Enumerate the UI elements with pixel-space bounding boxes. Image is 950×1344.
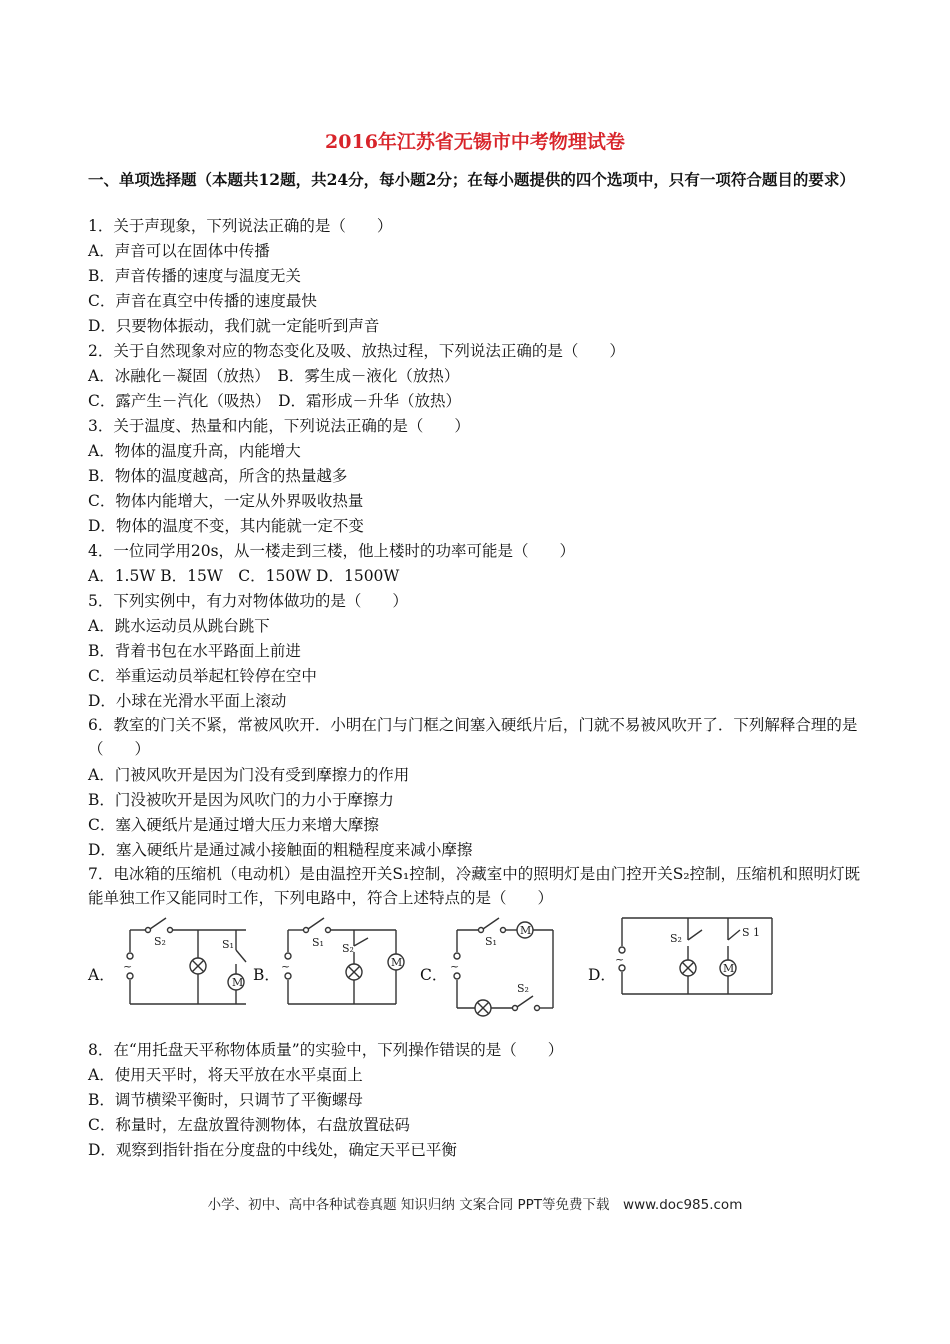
question-line: 8．在“用托盘天平称物体质量”的实验中，下列操作错误的是（ ）: [88, 1041, 564, 1059]
switch-s1-label: S₁: [222, 938, 234, 951]
question-line: 4．一位同学用20s，从一楼走到三楼，他上楼时的功率可能是（ ）: [88, 542, 576, 560]
choice-label-b: B．: [253, 966, 280, 984]
question-line: 2．关于自然现象对应的物态变化及吸、放热过程，下列说法正确的是（ ）: [88, 342, 625, 360]
question-line: B．声音传播的速度与温度无关: [88, 267, 301, 285]
question-line: A．1.5W B．15W C．150W D．1500W: [88, 567, 400, 585]
question-line: C．声音在真空中传播的速度最快: [88, 292, 317, 310]
choice-label-a: A．: [88, 966, 115, 984]
source-label: ~: [615, 953, 625, 966]
question-7-stem: 7．电冰箱的压缩机（电动机）是由温控开关S₁控制，冷藏室中的照明灯是由门控开关S₂控制，压缩机和照明灯既能单独工作又能同时工作，下列电路中，符合上述特点的是（ ）: [88, 865, 861, 907]
question-line: A．冰融化－凝固（放热） B．雾生成－液化（放热）: [88, 367, 460, 385]
question-line: B．调节横梁平衡时，只调节了平衡螺母: [88, 1091, 363, 1109]
switch-s1-label: S₁: [312, 936, 324, 949]
question-line: A．物体的温度升高，内能增大: [88, 442, 301, 460]
switch-s1-label: S 1: [742, 926, 761, 939]
question-line: 1．关于声现象，下列说法正确的是（ ）: [88, 217, 393, 235]
switch-s1-label: S₁: [485, 935, 497, 948]
circuit-diagram-d: [612, 910, 782, 1000]
question-line: C．举重运动员举起杠铃停在空中: [88, 667, 317, 685]
choice-label-c: C．: [420, 966, 448, 984]
question-line: C．露产生－汽化（吸热） D．霜形成－升华（放热）: [88, 392, 462, 410]
question-line: A．声音可以在固体中传播: [88, 242, 270, 260]
question-6-option: A．门被风吹开是因为门没有受到摩擦力的作用: [88, 766, 410, 784]
motor-label: M: [232, 976, 244, 989]
question-line: C．称量时，左盘放置待测物体，右盘放置砝码: [88, 1116, 410, 1134]
question-6-option: B．门没被吹开是因为风吹门的力小于摩擦力: [88, 791, 394, 809]
page-title: 2016年江苏省无锡市中考物理试卷: [325, 131, 625, 153]
circuit-diagram-a: [118, 912, 253, 1020]
source-label: ~: [450, 960, 460, 973]
question-line: D．观察到指针指在分度盘的中线处，确定天平已平衡: [88, 1141, 457, 1159]
motor-label: M: [391, 956, 403, 969]
motor-label: M: [723, 962, 735, 975]
question-line: D．物体的温度不变，其内能就一定不变: [88, 517, 364, 535]
circuit-diagram-b: [278, 912, 408, 1020]
question-line: 5．下列实例中，有力对物体做功的是（ ）: [88, 592, 408, 610]
question-line: B．背着书包在水平路面上前进: [88, 642, 301, 660]
source-label: ~: [123, 960, 133, 973]
motor-label: M: [520, 924, 532, 937]
question-6-stem: 6．教室的门关不紧，常被风吹开．小明在门与门框之间塞入硬纸片后，门就不易被风吹开了．下列解释合理的是（ ）: [88, 716, 858, 758]
page-footer: 小学、初中、高中各种试卷真题 知识归纳 文案合同 PPT等免费下载 www.doc985.com: [207, 1197, 743, 1213]
question-line: D．只要物体振动，我们就一定能听到声音: [88, 317, 380, 335]
section-heading: 一、单项选择题（本题共12题，共24分，每小题2分；在每小题提供的四个选项中，只有一项符合题目的要求）: [88, 170, 855, 189]
question-line: A．跳水运动员从跳台跳下: [88, 617, 270, 635]
question-6-option: C．塞入硬纸片是通过增大压力来增大摩擦: [88, 816, 379, 834]
circuit-diagram-c: [445, 912, 565, 1020]
choice-label-d: D．: [588, 966, 616, 984]
question-line: 3．关于温度、热量和内能，下列说法正确的是（ ）: [88, 417, 470, 435]
question-6-option: D．塞入硬纸片是通过减小接触面的粗糙程度来减小摩擦: [88, 841, 473, 859]
switch-s2-label: S₂: [670, 932, 682, 945]
question-line: A．使用天平时，将天平放在水平桌面上: [88, 1066, 363, 1084]
question-line: C．物体内能增大，一定从外界吸收热量: [88, 492, 364, 510]
switch-s2-label: S₂: [342, 942, 354, 955]
question-line: D．小球在光滑水平面上滚动: [88, 692, 287, 710]
source-label: ~: [281, 960, 291, 973]
switch-s2-label: S₂: [517, 982, 529, 995]
switch-s2-label: S₂: [154, 935, 166, 948]
question-line: B．物体的温度越高，所含的热量越多: [88, 467, 348, 485]
